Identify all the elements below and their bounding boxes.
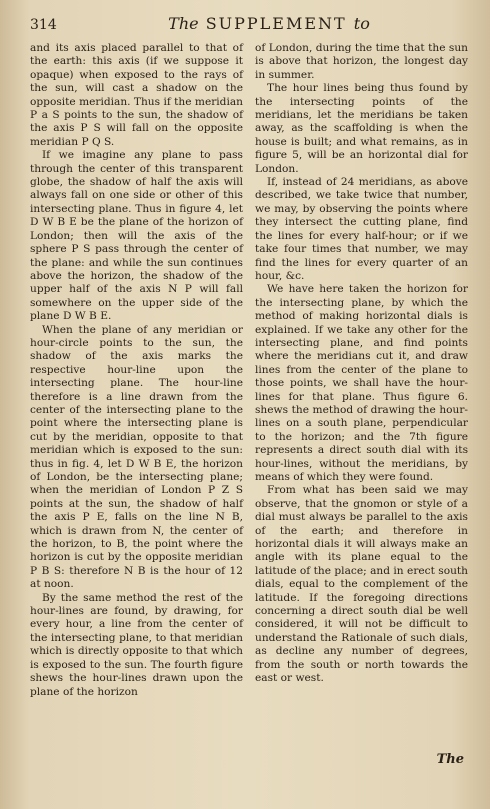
running-head-main: SUPPLEMENT — [205, 14, 347, 33]
paragraph: When the plane of any meridian or hour-circle points to the sun, the shadow of the axis marks the respective hour-line upon the intersecting plane. The hour-line therefore is a line drawn from the center of the intersecting plane to the point where the intersecting plane is cut by the meridian, opposite to that meridian which is exposed to the sun: thus in fig. 4, let D W B E, the horizon of London, be the intersecting plane; when the meridian of London P Z S points at the sun, the shadow of half the axis P E, falls on the line N B, which is drawn from N, the center of the horizon, to B, the point where the horizon is cut by the opposite meridian P B S: therefore N B is the hour of 12 at noon. — [30, 323, 243, 591]
paragraph: If, instead of 24 meridians, as above described, we take twice that number, we may, by observing the points where they intersect the cutting plane, find the lines for every half-hour; or if we take four times that number, we may find the lines for every quarter of an hour, &c. — [255, 176, 468, 282]
paragraph: If we imagine any plane to pass through the center of this transparent globe, the shadow of half the axis will always fall on one side or other of this intersecting plane. Thus in figure 4, let D W B E be the plane of the horizon of London; then will the axis of the sphere P S pass through the center of the plane: and while the sun continues above the horizon, the shadow of the upper half of the axis N P will fall somewhere on the upper side of the plane D W B E. — [30, 149, 243, 323]
paragraph: and its axis placed parallel to that of the earth: this axis (if we suppose it opaque) when exposed to the rays of the sun, will cast a shadow on the opposite meridian. Thus if the meridian P a S points to the sun, the shadow of the axis P S will fall on the opposite meridian P Q S. — [30, 42, 243, 148]
paragraph: We have here taken the horizon for the intersecting plane, by which the method of making horizontal dials is explained. If we take any other for the intersecting plane, and find points where the meridians cut it, and draw lines from the center of the plane to those points, we shall have the hour-lines for that plane. Thus figure 6. shews the method of drawing the hour-lines on a south plane, perpendicular to the horizon; and the 7th figure represents a direct south dial with its hour-lines, without the meridians, by means of which they were found. — [255, 283, 468, 483]
running-head — [70, 14, 468, 33]
running-head-to: to — [353, 14, 370, 33]
page-header — [30, 14, 468, 38]
running-head-the: The — [168, 14, 199, 33]
paragraph: The hour lines being thus found by the intersecting points of the meridians, let the meridians be taken away, as the scaffolding is when the house is built; and what remains, as in figure 5, will be an horizontal dial for London. — [255, 82, 468, 175]
text-columns — [30, 42, 468, 699]
paragraph: of London, during the time that the sun is above that horizon, the longest day in summer. — [255, 42, 468, 81]
paragraph: By the same method the rest of the hour-lines are found, by drawing, for every hour, a line from the center of the intersecting plane, to that meridian which is directly opposite to that which is exposed to the sun. The fourth figure shews the hour-lines drawn upon the plane of the horizon — [30, 591, 243, 698]
catchword: The — [436, 752, 464, 767]
page-number: 314 — [30, 17, 57, 33]
paragraph: From what has been said we may observe, that the gnomon or style of a dial must always be parallel to the axis of the earth; and therefore in horizontal dials it will always make an angle with its plane equal to the latitude of the place; and in erect south dials, equal to the complement of the latitude. If the foregoing directions concerning a direct south dial be well considered, it will not be difficult to understand the Rationale of such dials, as decline any number of degrees, from the south or north towards the east or west. — [255, 484, 468, 685]
left-column — [30, 42, 243, 699]
right-column — [255, 42, 468, 699]
